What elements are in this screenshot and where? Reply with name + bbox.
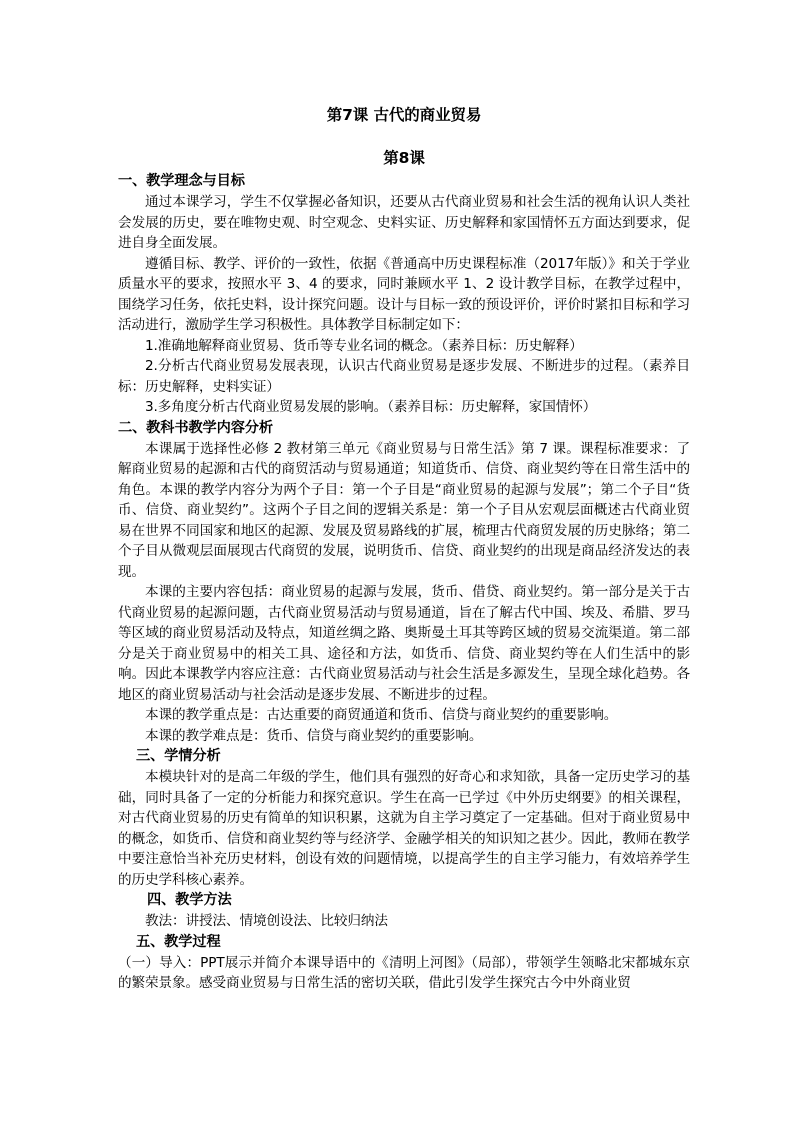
document-body — [118, 104, 690, 994]
lesson-subtitle: 第8课 — [383, 149, 425, 167]
goal-item-3: 3.多角度分析古代商业贸易发展的影响。（素养目标：历史解释，家国情怀） — [145, 399, 597, 415]
paragraph: 通过本课学习，学生不仅掌握必备知识，还要从古代商业贸易和社会生活的视角认识人类社会发展的历史，要在唯物史观、时空观念、史料实证、历史解释和家国情怀五方面达到要求，促进自身全面发展。 — [118, 194, 690, 251]
paragraph: 教法：讲授法、情境创设法、比较归纳法 — [145, 913, 388, 929]
section-heading-content-analysis: 二、教科书教学内容分析 — [118, 419, 273, 436]
paragraph: 本课属于选择性必修 2 教材第三单元《商业贸易与日常生活》第 7 课。课程标准要求：了解商业贸易的起源和古代的商贸活动与贸易通道；知道货币、信贷、商业契约等在日常生活中的角色。本课的教学内容分为两个子目：第一个子目是“商业贸易的起源与发展”；第二个子目“货币、信贷、商业契约”。这两个子目之间的逻辑关系是：第一个子目从宏观层面概述古代商业贸易在世界不同国家和地区的起源、发展及贸易路线的扩展，梳理古代商贸发展的历史脉络；第二个子目从微观层面展现古代商贸的发展，说明货币、信贷、商业契约的出现是商品经济发达的表现。 — [118, 440, 690, 580]
section-heading-process: 五、教学过程 — [136, 933, 221, 950]
section-heading-student-analysis: 三、学情分析 — [136, 748, 221, 764]
paragraph: （一）导入：PPT展示并简介本课导语中的《清明上河图》（局部），带领学生领略北宋都城东京的繁荣景象。感受商业贸易与日常生活的密切关联，借此引发学生探究古今中外商业贸 — [118, 954, 690, 991]
goal-item-2: 2.分析古代商业贸易发展表现，认识古代商业贸易是逐步发展、不断进步的过程。（素养目标：历史解释，史料实证） — [118, 358, 690, 395]
paragraph: 本课的教学重点是：古达重要的商贸通道和货币、信贷与商业契约的重要影响。 — [145, 707, 618, 723]
paragraph: 本课的主要内容包括：商业贸易的起源与发展，货币、借贷、商业契约。第一部分是关于古代商业贸易的起源问题，古代商业贸易活动与贸易通道，旨在了解古代中国、埃及、希腊、罗马等区域的商业贸易活动及特点，知道丝绸之路、奥斯曼土耳其等跨区域的贸易交流渠道。第二部分是关于商业贸易中的相关工具、途径和方法，如货币、信贷、商业契约等在人们生活中的影响。因此本课教学内容应注意：古代商业贸易活动与社会生活是多源发生，呈现全球化趋势。各地区的商业贸易活动与社会活动是逐步发展、不断进步的过程。 — [118, 584, 690, 703]
lesson-title: 第7课 古代的商业贸易 — [326, 106, 482, 124]
paragraph: 本模块针对的是高二年级的学生，他们具有强烈的好奇心和求知欲，具备一定历史学习的基础，同时具备了一定的分析能力和探究意识。学生在高一已学过《中外历史纲要》的相关课程，对古代商业贸易的历史有简单的知识积累，这就为自主学习奠定了一定基础。但对于商业贸易中的概念，如货币、信贷和商业契约等与经济学、金融学相关的知识知之甚少。因此，教师在教学中要注意恰当补充历史材料，创设有效的问题情境，以提高学生的自主学习能力，有效培养学生的历史学科核心素养。 — [118, 769, 690, 888]
goal-item-1: 1.准确地解释商业贸易、货币等专业名词的概念。（素养目标：历史解释） — [145, 337, 583, 354]
section-heading-methods: 四、教学方法 — [147, 892, 232, 908]
paragraph: 本课的教学难点是：货币、信贷与商业契约的重要影响。 — [145, 727, 483, 744]
paragraph: 遵循目标、教学、评价的一致性，依据《普通高中历史课程标准（2017年版）》和关于学业质量水平的要求，按照水平 3、4 的要求，同时兼顾水平 1、2 设计教学目标，在教学过程中，围绕学习任务，依托史料，设计探究问题。设计与目标一致的预设评价，评价时紧扣目标和学习活动进行，激励学生学习积极性。具体教学目标制定如下： — [118, 255, 690, 333]
section-heading-goals: 一、教学理念与目标 — [118, 173, 245, 189]
